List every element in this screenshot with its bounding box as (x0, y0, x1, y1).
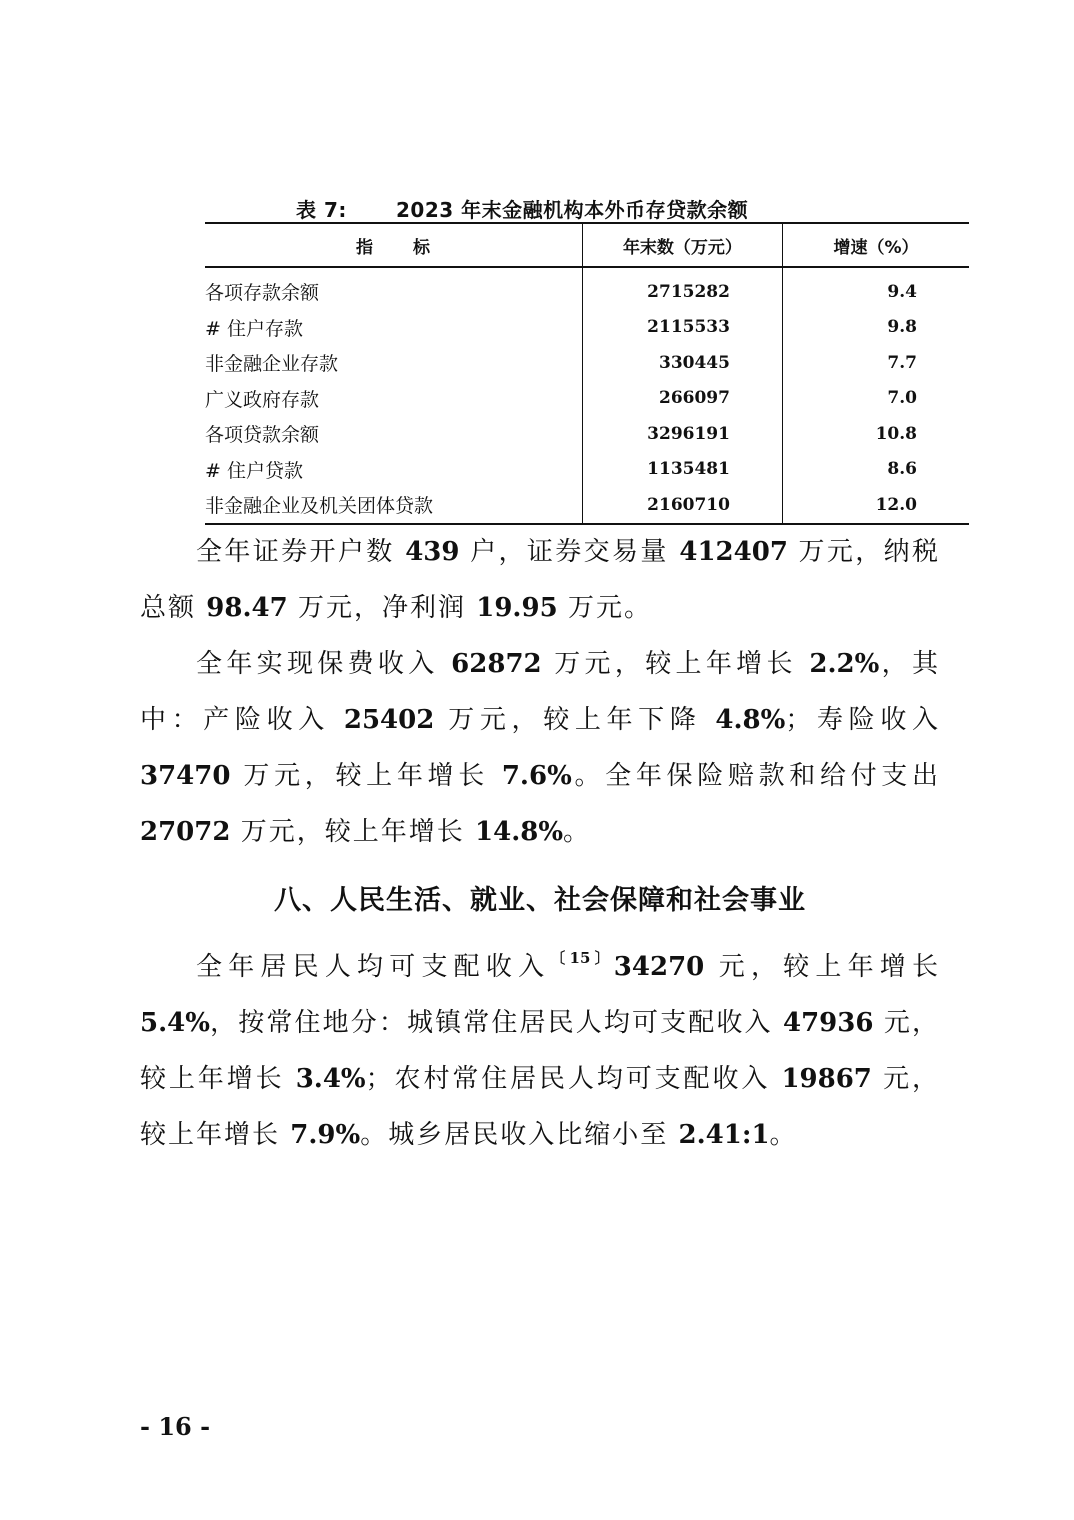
para-number: 5.4% (140, 1008, 210, 1038)
para-text: 万元，较上年增长 (240, 817, 465, 847)
table-caption-title: 2023 年末金融机构本外币存贷款余额 (396, 198, 749, 222)
para-text: 元，较上年增长 (718, 952, 940, 982)
row-growth: 8.6 (887, 459, 917, 480)
insurance-paragraph (140, 636, 940, 860)
row-growth: 7.7 (887, 352, 917, 373)
para-number: 47936 (782, 1008, 874, 1038)
row-value: 2160710 (582, 487, 782, 524)
para-number: 412407 (679, 537, 788, 567)
para-text: 元，较上年增长 (140, 1064, 940, 1150)
table-header-row (205, 223, 969, 267)
row-indicator: # 住户贷款 (205, 452, 582, 488)
header-indicator: 指标 (205, 223, 582, 267)
para-text: 全年实现保费收入 (196, 649, 439, 679)
table-row (205, 267, 969, 310)
row-growth: 9.4 (887, 281, 917, 302)
para-number: 98.47 (206, 593, 288, 623)
row-value: 3296191 (582, 416, 782, 452)
footnote-ref[interactable]: 〔15〕 (550, 949, 614, 967)
para-text: 户，证券交易量 (470, 537, 669, 567)
row-growth: 10.8 (875, 423, 917, 444)
para-text: 万元，净利润 (297, 593, 466, 623)
para-text: 万元。 (567, 593, 652, 623)
para-number: 25402 (343, 705, 435, 735)
para-number: 7.9% (290, 1120, 361, 1150)
table-row (205, 487, 969, 524)
row-growth: 12.0 (782, 487, 969, 524)
row-indicator: 非金融企业及机关团体贷款 (205, 487, 582, 524)
row-indicator: 广义政府存款 (205, 381, 582, 417)
para-number: 37470 (140, 761, 231, 791)
deposit-loan-table (205, 222, 969, 525)
table-caption (296, 194, 856, 223)
page-number: - 16 - (140, 1412, 211, 1441)
para-number: 27072 (140, 817, 231, 847)
para-text: 全年居民人均可支配收入 (196, 952, 551, 982)
row-value: 2115533 (582, 310, 782, 346)
table-row (205, 452, 969, 488)
row-indicator: # 住户存款 (205, 310, 582, 346)
para-number: 7.6% (501, 761, 572, 791)
para-text: 万元，较上年增长 (554, 649, 797, 679)
row-indicator: 各项贷款余额 (205, 416, 582, 452)
para-text: 万元，较上年增长 (243, 761, 489, 791)
row-growth: 9.8 (887, 317, 917, 338)
income-paragraph (140, 930, 940, 1163)
row-indicator: 非金融企业存款 (205, 345, 582, 381)
para-text: 万元，纳税总额 (140, 537, 941, 623)
para-number: 3.4% (295, 1064, 366, 1094)
table-row (205, 381, 969, 417)
section-heading: 八、人民生活、就业、社会保障和社会事业 (274, 885, 806, 916)
header-year-end-value: 年末数（万元） (582, 223, 782, 267)
row-value: 2715282 (582, 267, 782, 310)
para-text: ；寿险收入 (785, 705, 940, 735)
para-number: 14.8% (475, 817, 564, 847)
para-number: 2.2% (809, 649, 880, 679)
para-text: ，按常住地分：城镇常住居民人均可支配收入 (209, 1008, 773, 1038)
para-number: 19867 (781, 1064, 872, 1094)
para-number: 2.41:1 (678, 1120, 770, 1150)
para-text: 全年证券开户数 (196, 537, 395, 567)
para-text: 元，较上年增长 (140, 1008, 940, 1094)
para-text: ，其中：产险收入 (140, 649, 941, 735)
row-growth: 7.0 (887, 388, 917, 409)
para-text: 万元，较上年下降 (448, 705, 702, 735)
row-value: 1135481 (582, 452, 782, 488)
para-number: 19.95 (476, 593, 558, 623)
row-value: 330445 (582, 345, 782, 381)
table-row (205, 345, 969, 381)
table-row (205, 416, 969, 452)
table-caption-label: 表 7: (296, 198, 347, 222)
header-growth-rate: 增速（%） (782, 223, 969, 267)
row-value: 266097 (582, 381, 782, 417)
para-text: 。 (769, 1120, 798, 1150)
para-number: 62872 (451, 649, 542, 679)
para-text: 。 (563, 817, 592, 847)
securities-paragraph (140, 524, 940, 636)
para-text: 。全年保险赔款和给付支出 (571, 761, 940, 791)
para-number: 4.8% (715, 705, 786, 735)
para-number: 439 (405, 537, 460, 567)
para-number: 34270 (613, 952, 705, 982)
para-text: ；农村常住居民人均可支配收入 (365, 1064, 771, 1094)
row-indicator: 各项存款余额 (205, 267, 582, 310)
para-text: 。城乡居民收入比缩小至 (360, 1120, 669, 1150)
table-row (205, 310, 969, 346)
